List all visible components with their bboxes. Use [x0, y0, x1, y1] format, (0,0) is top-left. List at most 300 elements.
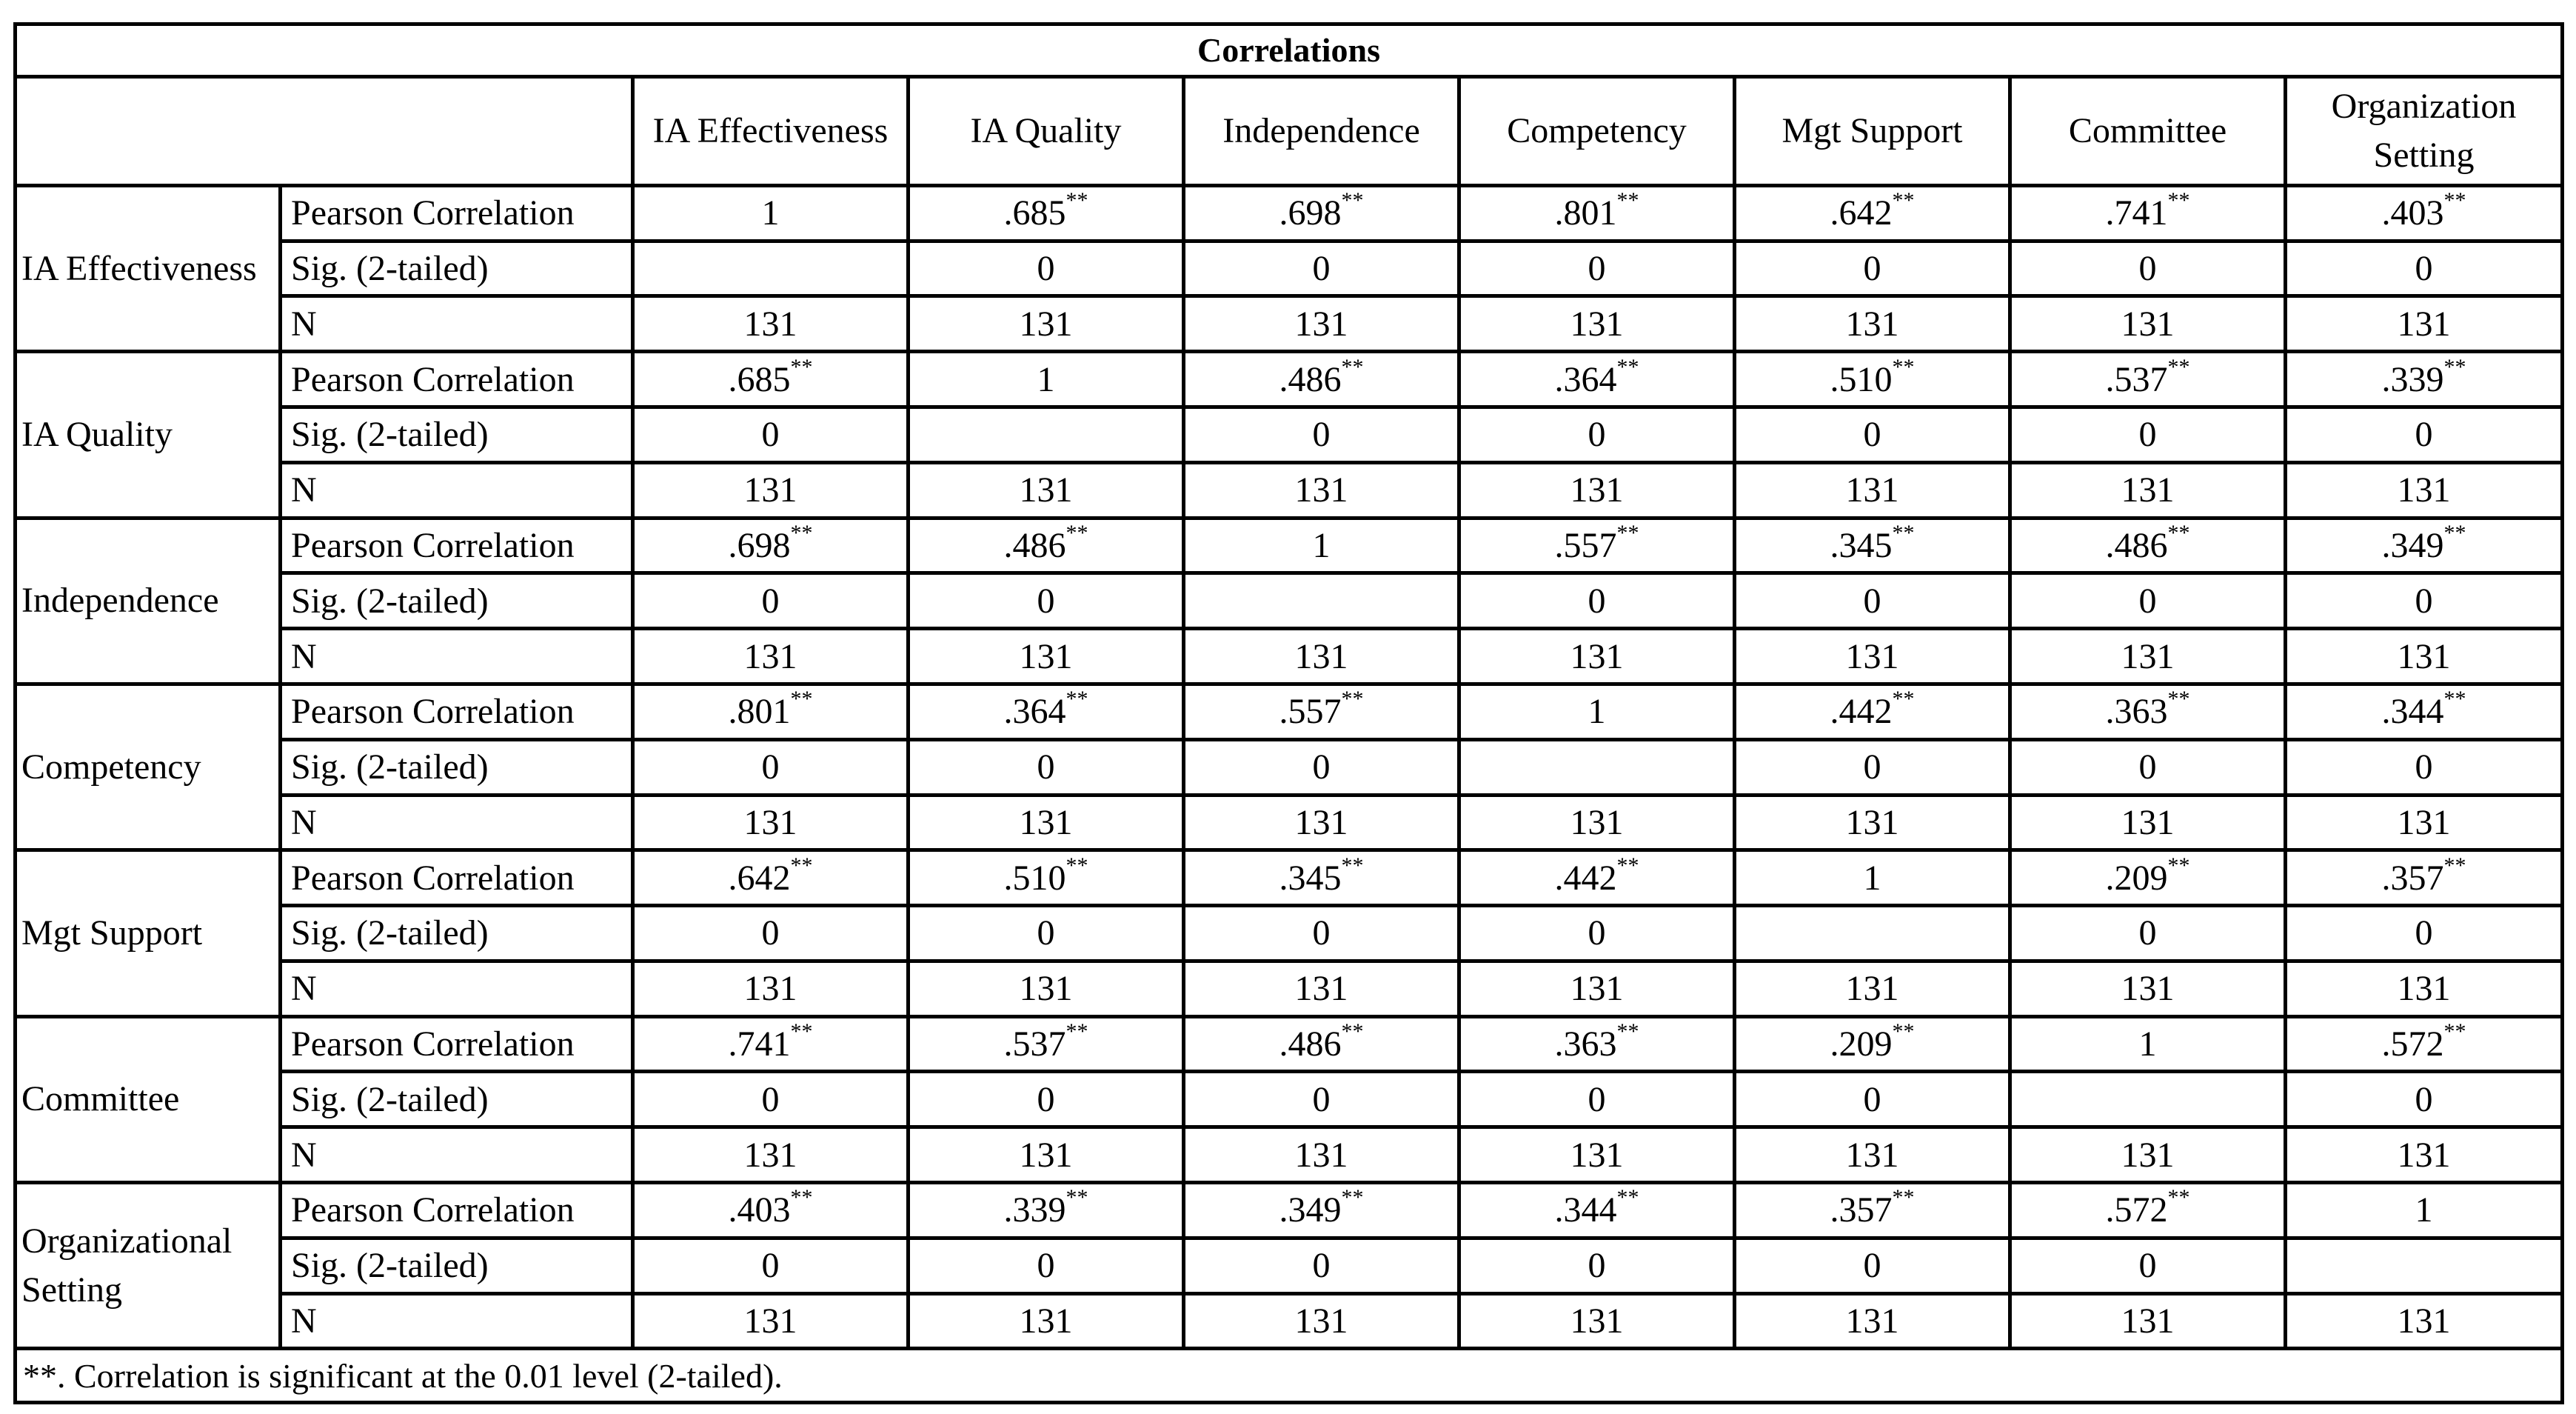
value-cell	[909, 518, 1184, 573]
value-cell	[2286, 352, 2563, 407]
value-cell	[1184, 573, 1459, 629]
value-cell	[1735, 518, 2010, 573]
value-cell: 131	[909, 1127, 1184, 1183]
significance-marker: **	[790, 687, 813, 712]
value-cell	[633, 518, 909, 573]
correlation-value: .403	[728, 1190, 791, 1230]
row-group-label: Committee	[16, 1016, 281, 1182]
correlation-value: .572	[2381, 1024, 2444, 1064]
value-cell	[2010, 352, 2286, 407]
correlation-value: .363	[1554, 1024, 1617, 1064]
correlation-value: .642	[1830, 193, 1893, 233]
value-cell: 131	[1735, 629, 2010, 684]
value-cell	[1184, 1182, 1459, 1238]
significance-marker: **	[1616, 354, 1639, 379]
significance-marker: **	[1892, 354, 1915, 379]
value-cell: 131	[909, 1293, 1184, 1349]
correlation-value: .698	[728, 526, 791, 565]
table-row	[16, 1182, 2563, 1238]
value-cell: 0	[1184, 739, 1459, 795]
value-cell: 0	[909, 573, 1184, 629]
value-cell	[1735, 352, 2010, 407]
correlation-value: .486	[1279, 1024, 1342, 1064]
value-cell: 0	[1735, 241, 2010, 296]
correlation-value: .486	[2105, 526, 2168, 565]
statistic-label: Sig. (2-tailed)	[281, 1238, 633, 1293]
table-row	[16, 1238, 2563, 1293]
value-cell: 0	[1735, 407, 2010, 463]
value-cell: 131	[1184, 961, 1459, 1016]
statistic-label: N	[281, 462, 633, 518]
row-group-label: Mgt Support	[16, 850, 281, 1016]
value-cell: 0	[1459, 1072, 1735, 1127]
significance-marker: **	[790, 1019, 813, 1044]
table-row	[16, 1016, 2563, 1072]
value-cell: 131	[1459, 629, 1735, 684]
correlation-value: .339	[1003, 1190, 1066, 1230]
value-cell	[2010, 1182, 2286, 1238]
correlation-value: .357	[1830, 1190, 1893, 1230]
significance-marker: **	[2443, 687, 2466, 712]
value-cell: 131	[2286, 1293, 2563, 1349]
value-cell: 0	[1459, 407, 1735, 463]
value-cell: 0	[633, 1238, 909, 1293]
value-cell	[1459, 518, 1735, 573]
significance-marker: **	[2443, 1019, 2466, 1044]
column-header: Organization Setting	[2286, 76, 2563, 185]
statistic-label: Sig. (2-tailed)	[281, 407, 633, 463]
value-cell: 0	[1184, 241, 1459, 296]
value-cell: 0	[909, 1238, 1184, 1293]
row-group-label: Independence	[16, 518, 281, 684]
value-cell	[909, 684, 1184, 739]
value-cell: 0	[2010, 573, 2286, 629]
table-row	[16, 739, 2563, 795]
column-header: Independence	[1184, 76, 1459, 185]
value-cell: 131	[1184, 629, 1459, 684]
value-cell	[2010, 850, 2286, 906]
title-row	[16, 24, 2563, 77]
table-row	[16, 352, 2563, 407]
correlation-value: .486	[1279, 359, 1342, 399]
value-cell: 131	[633, 296, 909, 352]
table-row	[16, 296, 2563, 352]
significance-marker: **	[1341, 188, 1364, 213]
value-cell: 131	[1735, 462, 2010, 518]
value-cell: 131	[633, 961, 909, 1016]
correlation-value: .345	[1279, 858, 1342, 898]
table-row	[16, 850, 2563, 906]
value-cell	[2010, 684, 2286, 739]
correlation-value: 1	[1588, 692, 1606, 732]
statistic-label: Pearson Correlation	[281, 1016, 633, 1072]
significance-marker: **	[1341, 1185, 1364, 1210]
significance-marker: **	[1341, 354, 1364, 379]
value-cell: 0	[2010, 739, 2286, 795]
significance-marker: **	[2167, 354, 2190, 379]
statistic-label: Sig. (2-tailed)	[281, 1072, 633, 1127]
value-cell: 131	[1184, 462, 1459, 518]
statistic-label: N	[281, 296, 633, 352]
correlation-value: .685	[728, 359, 791, 399]
value-cell	[1735, 1016, 2010, 1072]
value-cell	[1184, 518, 1459, 573]
value-cell: 0	[2286, 1072, 2563, 1127]
significance-marker: **	[2443, 853, 2466, 878]
value-cell: 0	[2010, 407, 2286, 463]
table-row	[16, 1072, 2563, 1127]
value-cell: 131	[1735, 1127, 2010, 1183]
table-row	[16, 462, 2563, 518]
row-group-label: IA Quality	[16, 352, 281, 518]
table-row	[16, 185, 2563, 241]
value-cell	[1459, 739, 1735, 795]
significance-marker: **	[1065, 1185, 1088, 1210]
value-cell	[633, 1016, 909, 1072]
value-cell: 0	[1184, 1238, 1459, 1293]
significance-marker: **	[1892, 687, 1915, 712]
table-row	[16, 241, 2563, 296]
value-cell: 0	[1735, 739, 2010, 795]
correlation-value: .344	[2381, 692, 2444, 732]
value-cell: 131	[1459, 961, 1735, 1016]
value-cell: 131	[633, 1293, 909, 1349]
column-header: IA Effectiveness	[633, 76, 909, 185]
correlation-value: .510	[1830, 359, 1893, 399]
significance-marker: **	[1065, 521, 1088, 545]
value-cell: 131	[2010, 462, 2286, 518]
value-cell	[2286, 684, 2563, 739]
value-cell: 131	[2010, 795, 2286, 850]
value-cell	[1459, 1016, 1735, 1072]
value-cell	[2010, 1016, 2286, 1072]
statistic-label: N	[281, 961, 633, 1016]
value-cell: 131	[909, 462, 1184, 518]
correlation-value: .363	[2105, 692, 2168, 732]
footnote-row	[16, 1349, 2563, 1403]
value-cell: 131	[2286, 462, 2563, 518]
value-cell	[909, 407, 1184, 463]
value-cell: 131	[1459, 1127, 1735, 1183]
value-cell: 131	[633, 795, 909, 850]
value-cell: 0	[2286, 407, 2563, 463]
value-cell	[909, 1016, 1184, 1072]
value-cell: 131	[1459, 462, 1735, 518]
correlation-value: .537	[1003, 1024, 1066, 1064]
table-row	[16, 684, 2563, 739]
correlation-value: .357	[2381, 858, 2444, 898]
value-cell	[909, 352, 1184, 407]
table-row	[16, 573, 2563, 629]
value-cell: 0	[2010, 1238, 2286, 1293]
correlation-value: .801	[728, 692, 791, 732]
value-cell	[1459, 352, 1735, 407]
significance-marker: **	[2167, 521, 2190, 545]
correlation-value: .364	[1003, 692, 1066, 732]
significance-marker: **	[1892, 1185, 1915, 1210]
significance-marker: **	[1341, 853, 1364, 878]
significance-marker: **	[2167, 687, 2190, 712]
statistic-label: Pearson Correlation	[281, 1182, 633, 1238]
value-cell	[1459, 1182, 1735, 1238]
significance-marker: **	[2443, 188, 2466, 213]
value-cell	[1459, 850, 1735, 906]
header-corner	[16, 76, 633, 185]
row-group-label: Competency	[16, 684, 281, 850]
statistic-label: Sig. (2-tailed)	[281, 241, 633, 296]
correlation-value: .339	[2381, 359, 2444, 399]
statistic-label: Sig. (2-tailed)	[281, 739, 633, 795]
value-cell	[2286, 850, 2563, 906]
row-group-label: IA Effectiveness	[16, 185, 281, 351]
table-row	[16, 518, 2563, 573]
value-cell: 131	[909, 795, 1184, 850]
column-header: Committee	[2010, 76, 2286, 185]
value-cell: 131	[2010, 629, 2286, 684]
value-cell	[1459, 684, 1735, 739]
value-cell: 0	[2286, 573, 2563, 629]
statistic-label: N	[281, 795, 633, 850]
statistic-label: N	[281, 629, 633, 684]
correlation-value: .349	[1279, 1190, 1342, 1230]
correlation-value: 1	[1863, 858, 1881, 898]
correlation-value: .741	[2105, 193, 2168, 233]
value-cell: 0	[909, 739, 1184, 795]
significance-marker: **	[1065, 687, 1088, 712]
value-cell: 0	[633, 573, 909, 629]
row-group-label: Organizational Setting	[16, 1182, 281, 1348]
significance-marker: **	[1892, 188, 1915, 213]
correlation-value: .801	[1554, 193, 1617, 233]
value-cell	[1735, 185, 2010, 241]
value-cell: 0	[909, 241, 1184, 296]
correlation-value: .209	[2105, 858, 2168, 898]
value-cell	[1735, 684, 2010, 739]
correlation-value: .557	[1554, 526, 1617, 565]
correlation-value: .510	[1003, 858, 1066, 898]
significance-marker: **	[1616, 1019, 1639, 1044]
correlation-value: .403	[2381, 193, 2444, 233]
value-cell	[633, 185, 909, 241]
correlation-value: 1	[1037, 359, 1055, 399]
value-cell	[2286, 1016, 2563, 1072]
value-cell	[633, 352, 909, 407]
value-cell: 0	[1459, 906, 1735, 961]
value-cell	[1184, 185, 1459, 241]
column-header: Mgt Support	[1735, 76, 2010, 185]
correlation-value: .557	[1279, 692, 1342, 732]
value-cell	[1184, 1016, 1459, 1072]
table-row	[16, 629, 2563, 684]
correlation-value: .642	[728, 858, 791, 898]
value-cell: 0	[2286, 241, 2563, 296]
value-cell	[1735, 906, 2010, 961]
value-cell: 131	[1735, 795, 2010, 850]
value-cell: 131	[1184, 1127, 1459, 1183]
value-cell: 0	[1459, 573, 1735, 629]
significance-marker: **	[1616, 853, 1639, 878]
value-cell	[1735, 1182, 2010, 1238]
value-cell: 0	[633, 1072, 909, 1127]
significance-marker: **	[790, 354, 813, 379]
value-cell: 131	[1735, 296, 2010, 352]
correlation-value: .698	[1279, 193, 1342, 233]
value-cell	[2286, 1182, 2563, 1238]
value-cell: 0	[1184, 407, 1459, 463]
significance-marker: **	[2443, 521, 2466, 545]
value-cell: 131	[1459, 795, 1735, 850]
correlation-value: .209	[1830, 1024, 1893, 1064]
value-cell: 0	[1735, 1238, 2010, 1293]
value-cell: 131	[1459, 1293, 1735, 1349]
value-cell	[2286, 1238, 2563, 1293]
correlation-value: 1	[2415, 1190, 2433, 1230]
value-cell: 0	[1184, 1072, 1459, 1127]
value-cell: 0	[1459, 1238, 1735, 1293]
value-cell	[2286, 185, 2563, 241]
column-header: IA Quality	[909, 76, 1184, 185]
correlation-value: .685	[1003, 193, 1066, 233]
value-cell: 0	[1184, 906, 1459, 961]
correlation-value: .442	[1554, 858, 1617, 898]
value-cell: 131	[1735, 1293, 2010, 1349]
significance-marker: **	[1341, 1019, 1364, 1044]
significance-marker: **	[1892, 521, 1915, 545]
correlation-value: .344	[1554, 1190, 1617, 1230]
value-cell: 131	[633, 629, 909, 684]
value-cell: 0	[2286, 906, 2563, 961]
value-cell: 0	[909, 1072, 1184, 1127]
correlations-table	[13, 22, 2564, 1404]
correlation-value: .345	[1830, 526, 1893, 565]
significance-marker: **	[1616, 188, 1639, 213]
value-cell: 131	[909, 961, 1184, 1016]
value-cell: 131	[1184, 795, 1459, 850]
correlation-value: .572	[2105, 1190, 2168, 1230]
significance-marker: **	[1616, 1185, 1639, 1210]
value-cell: 131	[2010, 296, 2286, 352]
value-cell: 131	[633, 462, 909, 518]
value-cell: 131	[1735, 961, 2010, 1016]
correlation-value: .486	[1003, 526, 1066, 565]
value-cell	[1735, 850, 2010, 906]
significance-marker: **	[1065, 853, 1088, 878]
value-cell	[2010, 518, 2286, 573]
statistic-label: Pearson Correlation	[281, 684, 633, 739]
table-row	[16, 795, 2563, 850]
table-row	[16, 1293, 2563, 1349]
correlation-value: .537	[2105, 359, 2168, 399]
significance-marker: **	[1065, 188, 1088, 213]
value-cell: 0	[2286, 739, 2563, 795]
value-cell: 131	[2286, 1127, 2563, 1183]
value-cell: 0	[1735, 1072, 2010, 1127]
value-cell	[1184, 684, 1459, 739]
value-cell: 0	[1459, 241, 1735, 296]
value-cell	[2010, 185, 2286, 241]
correlation-value: 1	[2138, 1024, 2157, 1064]
statistic-label: N	[281, 1127, 633, 1183]
correlation-value: .741	[728, 1024, 791, 1064]
significance-marker: **	[2167, 188, 2190, 213]
value-cell: 131	[2286, 629, 2563, 684]
value-cell: 0	[633, 739, 909, 795]
footnote: **. Correlation is significant at the 0.01 level (2-tailed).	[16, 1349, 2563, 1403]
statistic-label: Pearson Correlation	[281, 518, 633, 573]
significance-marker: **	[790, 853, 813, 878]
value-cell: 131	[909, 629, 1184, 684]
value-cell	[633, 684, 909, 739]
value-cell: 131	[2286, 795, 2563, 850]
statistic-label: Sig. (2-tailed)	[281, 573, 633, 629]
value-cell: 131	[633, 1127, 909, 1183]
correlation-value: .442	[1830, 692, 1893, 732]
value-cell	[909, 185, 1184, 241]
correlation-value: .349	[2381, 526, 2444, 565]
header-row	[16, 76, 2563, 185]
value-cell: 0	[633, 407, 909, 463]
correlation-value: 1	[761, 193, 780, 233]
value-cell	[2010, 1072, 2286, 1127]
value-cell	[2286, 518, 2563, 573]
significance-marker: **	[2443, 354, 2466, 379]
column-header: Competency	[1459, 76, 1735, 185]
significance-marker: **	[1616, 521, 1639, 545]
value-cell	[633, 850, 909, 906]
significance-marker: **	[1892, 1019, 1915, 1044]
value-cell	[633, 241, 909, 296]
significance-marker: **	[790, 521, 813, 545]
value-cell: 131	[909, 296, 1184, 352]
value-cell: 131	[2010, 1293, 2286, 1349]
value-cell	[1184, 850, 1459, 906]
table-row	[16, 961, 2563, 1016]
value-cell: 131	[2010, 1127, 2286, 1183]
value-cell: 0	[909, 906, 1184, 961]
value-cell: 0	[633, 906, 909, 961]
value-cell: 131	[1184, 296, 1459, 352]
table-row	[16, 407, 2563, 463]
value-cell: 131	[1459, 296, 1735, 352]
value-cell	[1459, 185, 1735, 241]
statistic-label: Pearson Correlation	[281, 185, 633, 241]
significance-marker: **	[1341, 687, 1364, 712]
statistic-label: Sig. (2-tailed)	[281, 906, 633, 961]
value-cell: 131	[2010, 961, 2286, 1016]
value-cell: 131	[1184, 1293, 1459, 1349]
value-cell	[633, 1182, 909, 1238]
significance-marker: **	[2167, 1185, 2190, 1210]
value-cell: 0	[1735, 573, 2010, 629]
statistic-label: N	[281, 1293, 633, 1349]
correlation-value: 1	[1312, 526, 1331, 565]
statistic-label: Pearson Correlation	[281, 352, 633, 407]
table-title: Correlations	[16, 24, 2563, 77]
value-cell	[909, 850, 1184, 906]
value-cell: 0	[2010, 906, 2286, 961]
value-cell: 131	[2286, 296, 2563, 352]
correlation-value: .364	[1554, 359, 1617, 399]
significance-marker: **	[1065, 1019, 1088, 1044]
table-row	[16, 906, 2563, 961]
significance-marker: **	[2167, 853, 2190, 878]
value-cell	[1184, 352, 1459, 407]
table-row	[16, 1127, 2563, 1183]
statistic-label: Pearson Correlation	[281, 850, 633, 906]
significance-marker: **	[790, 1185, 813, 1210]
value-cell	[909, 1182, 1184, 1238]
value-cell: 131	[2286, 961, 2563, 1016]
